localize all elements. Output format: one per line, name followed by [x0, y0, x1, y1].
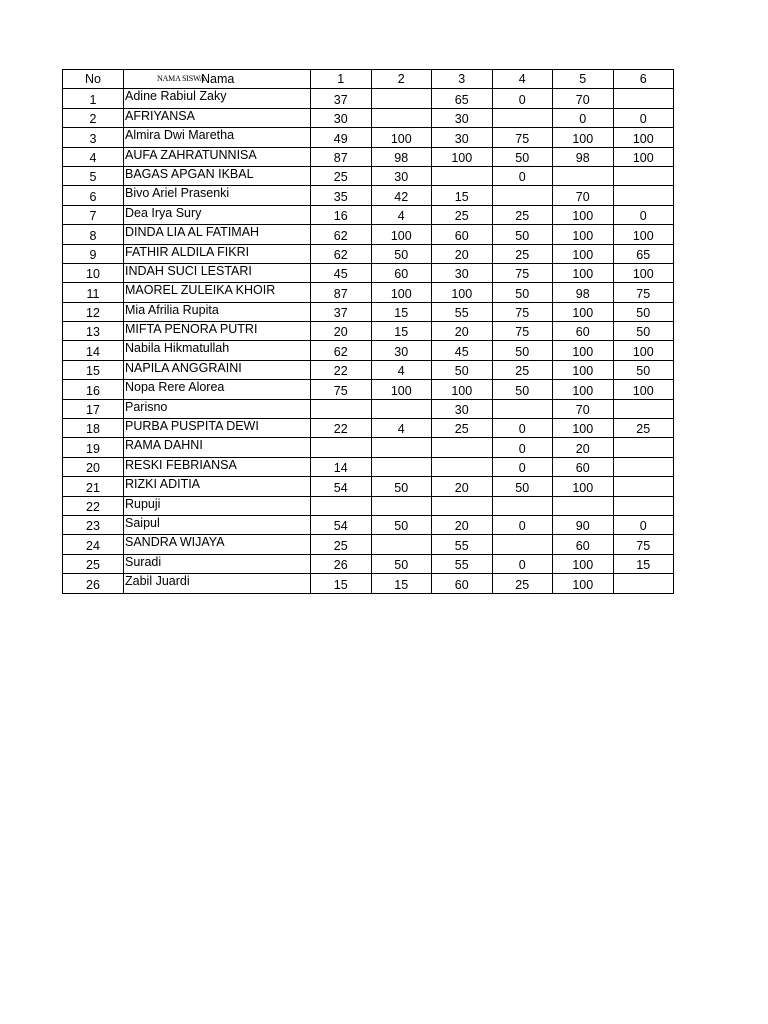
score-cell-5 — [553, 496, 614, 515]
row-number: 19 — [63, 438, 124, 457]
row-number: 2 — [63, 108, 124, 127]
score-cell-5: 60 — [553, 457, 614, 476]
score-cell-6: 65 — [613, 244, 674, 263]
row-number: 10 — [63, 263, 124, 282]
student-name: MIFTA PENORA PUTRI — [124, 322, 311, 341]
score-cell-3: 30 — [432, 128, 493, 147]
score-cell-1: 26 — [311, 554, 372, 573]
score-cell-4: 75 — [492, 302, 553, 321]
row-number: 20 — [63, 457, 124, 476]
score-cell-3: 65 — [432, 89, 493, 108]
score-cell-4: 0 — [492, 457, 553, 476]
score-cell-4: 25 — [492, 360, 553, 379]
score-cell-4: 50 — [492, 477, 553, 496]
score-cell-4: 25 — [492, 205, 553, 224]
score-cell-6 — [613, 166, 674, 185]
row-number: 23 — [63, 515, 124, 534]
score-cell-6: 75 — [613, 535, 674, 554]
score-cell-2: 98 — [371, 147, 432, 166]
score-cell-6: 0 — [613, 205, 674, 224]
student-name: Rupuji — [124, 496, 311, 515]
student-name: Nopa Rere Alorea — [124, 380, 311, 399]
score-cell-1: 37 — [311, 89, 372, 108]
score-cell-1: 22 — [311, 419, 372, 438]
score-cell-4 — [492, 108, 553, 127]
student-name: Zabil Juardi — [124, 574, 311, 593]
score-cell-6 — [613, 399, 674, 418]
row-number: 4 — [63, 147, 124, 166]
student-name: PURBA PUSPITA DEWI — [124, 419, 311, 438]
student-name: Parisno — [124, 399, 311, 418]
row-number: 14 — [63, 341, 124, 360]
score-cell-5: 70 — [553, 186, 614, 205]
table-row — [63, 283, 674, 302]
score-cell-4: 0 — [492, 166, 553, 185]
score-cell-3: 60 — [432, 225, 493, 244]
row-number: 24 — [63, 535, 124, 554]
score-cell-1: 62 — [311, 341, 372, 360]
row-number: 22 — [63, 496, 124, 515]
row-number: 26 — [63, 574, 124, 593]
table-row — [63, 147, 674, 166]
score-cell-6 — [613, 574, 674, 593]
score-cell-2: 50 — [371, 244, 432, 263]
score-cell-2: 30 — [371, 341, 432, 360]
score-cell-2 — [371, 399, 432, 418]
student-name: NAPILA ANGGRAINI — [124, 360, 311, 379]
row-number: 18 — [63, 419, 124, 438]
score-cell-3 — [432, 496, 493, 515]
student-name: RIZKI ADITIA — [124, 477, 311, 496]
row-number: 13 — [63, 322, 124, 341]
score-cell-4 — [492, 535, 553, 554]
score-cell-1: 37 — [311, 302, 372, 321]
table-row — [63, 322, 674, 341]
score-cell-5: 98 — [553, 283, 614, 302]
score-cell-4: 0 — [492, 554, 553, 573]
row-number: 8 — [63, 225, 124, 244]
row-number: 11 — [63, 283, 124, 302]
score-cell-1: 45 — [311, 263, 372, 282]
score-cell-2: 4 — [371, 419, 432, 438]
score-cell-5: 100 — [553, 302, 614, 321]
student-name: BAGAS APGAN IKBAL — [124, 166, 311, 185]
row-number: 6 — [63, 186, 124, 205]
score-cell-5: 100 — [553, 225, 614, 244]
score-cell-6: 100 — [613, 380, 674, 399]
score-cell-5: 60 — [553, 535, 614, 554]
score-cell-1 — [311, 438, 372, 457]
score-cell-3 — [432, 457, 493, 476]
table-row — [63, 399, 674, 418]
score-cell-1: 49 — [311, 128, 372, 147]
score-cell-4: 50 — [492, 147, 553, 166]
table-row — [63, 419, 674, 438]
score-cell-1 — [311, 496, 372, 515]
score-cell-2 — [371, 438, 432, 457]
header-row — [63, 70, 674, 89]
row-number: 15 — [63, 360, 124, 379]
score-cell-5: 70 — [553, 89, 614, 108]
score-cell-4 — [492, 496, 553, 515]
student-name: AFRIYANSA — [124, 108, 311, 127]
table-row — [63, 108, 674, 127]
score-cell-1: 87 — [311, 147, 372, 166]
score-cell-6 — [613, 477, 674, 496]
score-cell-1: 30 — [311, 108, 372, 127]
score-cell-6: 100 — [613, 341, 674, 360]
score-cell-2: 15 — [371, 302, 432, 321]
student-name: Nabila Hikmatullah — [124, 341, 311, 360]
score-cell-6: 15 — [613, 554, 674, 573]
score-cell-1: 35 — [311, 186, 372, 205]
row-number: 25 — [63, 554, 124, 573]
score-cell-6: 100 — [613, 263, 674, 282]
student-name: Bivo Ariel Prasenki — [124, 186, 311, 205]
row-number: 3 — [63, 128, 124, 147]
table-row — [63, 244, 674, 263]
table-row — [63, 128, 674, 147]
score-cell-6 — [613, 457, 674, 476]
score-cell-1 — [311, 399, 372, 418]
score-cell-3: 20 — [432, 515, 493, 534]
score-cell-4: 0 — [492, 89, 553, 108]
score-cell-1: 75 — [311, 380, 372, 399]
score-cell-4: 50 — [492, 341, 553, 360]
score-cell-5: 90 — [553, 515, 614, 534]
score-cell-3: 45 — [432, 341, 493, 360]
table-row — [63, 186, 674, 205]
score-cell-1: 20 — [311, 322, 372, 341]
score-cell-3: 25 — [432, 205, 493, 224]
student-name: MAOREL ZULEIKA KHOIR — [124, 283, 311, 302]
score-cell-4: 75 — [492, 263, 553, 282]
score-cell-3: 20 — [432, 477, 493, 496]
score-cell-1: 62 — [311, 225, 372, 244]
score-cell-2: 42 — [371, 186, 432, 205]
table-row — [63, 554, 674, 573]
score-cell-3: 50 — [432, 360, 493, 379]
student-name: AUFA ZAHRATUNNISA — [124, 147, 311, 166]
table-body — [63, 89, 674, 593]
header-col-3: 3 — [432, 70, 493, 89]
score-cell-5: 100 — [553, 341, 614, 360]
score-cell-5: 100 — [553, 205, 614, 224]
score-cell-2 — [371, 89, 432, 108]
score-cell-6: 50 — [613, 360, 674, 379]
row-number: 9 — [63, 244, 124, 263]
score-cell-5 — [553, 166, 614, 185]
table-row — [63, 535, 674, 554]
table-row — [63, 166, 674, 185]
student-name: RAMA DAHNI — [124, 438, 311, 457]
score-cell-6: 100 — [613, 128, 674, 147]
table-row — [63, 89, 674, 108]
score-cell-4: 0 — [492, 419, 553, 438]
score-cell-4 — [492, 399, 553, 418]
score-cell-5: 100 — [553, 419, 614, 438]
score-cell-1: 62 — [311, 244, 372, 263]
score-cell-2: 15 — [371, 322, 432, 341]
score-cell-2: 100 — [371, 380, 432, 399]
table-row — [63, 438, 674, 457]
score-cell-5: 100 — [553, 380, 614, 399]
student-name: Dea Irya Sury — [124, 205, 311, 224]
score-cell-2 — [371, 496, 432, 515]
table-row — [63, 515, 674, 534]
score-cell-1: 15 — [311, 574, 372, 593]
score-cell-2: 100 — [371, 128, 432, 147]
student-name: Adine Rabiul Zaky — [124, 89, 311, 108]
student-name: Almira Dwi Maretha — [124, 128, 311, 147]
row-number: 17 — [63, 399, 124, 418]
header-col-5: 5 — [553, 70, 614, 89]
table-row — [63, 380, 674, 399]
row-number: 21 — [63, 477, 124, 496]
student-name: DINDA LIA AL FATIMAH — [124, 225, 311, 244]
student-name: Mia Afrilia Rupita — [124, 302, 311, 321]
score-cell-3 — [432, 166, 493, 185]
score-cell-4: 0 — [492, 438, 553, 457]
score-cell-2: 50 — [371, 477, 432, 496]
score-cell-5: 70 — [553, 399, 614, 418]
student-score-table — [62, 69, 674, 594]
score-cell-5: 100 — [553, 477, 614, 496]
score-cell-2: 4 — [371, 360, 432, 379]
row-number: 7 — [63, 205, 124, 224]
row-number: 5 — [63, 166, 124, 185]
table-row — [63, 205, 674, 224]
score-cell-6: 100 — [613, 147, 674, 166]
score-cell-3: 55 — [432, 554, 493, 573]
score-cell-4: 50 — [492, 283, 553, 302]
student-name: INDAH SUCI LESTARI — [124, 263, 311, 282]
score-cell-5: 100 — [553, 574, 614, 593]
score-cell-5: 98 — [553, 147, 614, 166]
score-cell-2: 100 — [371, 283, 432, 302]
score-cell-3: 30 — [432, 399, 493, 418]
score-cell-4: 75 — [492, 322, 553, 341]
score-cell-5: 60 — [553, 322, 614, 341]
score-cell-4 — [492, 186, 553, 205]
header-nama — [124, 70, 311, 89]
student-name: RESKI FEBRIANSA — [124, 457, 311, 476]
score-cell-4: 50 — [492, 380, 553, 399]
score-cell-3: 20 — [432, 244, 493, 263]
header-col-1: 1 — [311, 70, 372, 89]
score-cell-3: 60 — [432, 574, 493, 593]
score-cell-3: 100 — [432, 147, 493, 166]
student-name: SANDRA WIJAYA — [124, 535, 311, 554]
header-nama-label: Nama — [201, 72, 235, 86]
row-number: 16 — [63, 380, 124, 399]
score-cell-1: 25 — [311, 535, 372, 554]
table-row — [63, 360, 674, 379]
score-cell-6: 75 — [613, 283, 674, 302]
student-name: FATHIR ALDILA FIKRI — [124, 244, 311, 263]
score-cell-5: 100 — [553, 263, 614, 282]
table-row — [63, 574, 674, 593]
score-cell-6: 50 — [613, 302, 674, 321]
score-cell-5: 100 — [553, 128, 614, 147]
score-cell-2 — [371, 108, 432, 127]
header-col-4: 4 — [492, 70, 553, 89]
score-cell-1: 16 — [311, 205, 372, 224]
score-cell-6: 0 — [613, 515, 674, 534]
header-col-2: 2 — [371, 70, 432, 89]
header-no: No — [63, 70, 124, 89]
score-cell-5: 20 — [553, 438, 614, 457]
score-cell-3: 25 — [432, 419, 493, 438]
table-row — [63, 477, 674, 496]
score-cell-3 — [432, 438, 493, 457]
score-cell-4: 0 — [492, 515, 553, 534]
score-cell-2: 60 — [371, 263, 432, 282]
score-cell-3: 30 — [432, 108, 493, 127]
score-cell-6 — [613, 496, 674, 515]
score-cell-4: 25 — [492, 244, 553, 263]
score-cell-2 — [371, 457, 432, 476]
header-nama-siswa-label: NAMA SISWA — [157, 74, 206, 83]
score-cell-2: 100 — [371, 225, 432, 244]
score-cell-3: 15 — [432, 186, 493, 205]
table-row — [63, 496, 674, 515]
score-cell-2: 4 — [371, 205, 432, 224]
score-cell-2: 50 — [371, 515, 432, 534]
score-cell-6: 50 — [613, 322, 674, 341]
score-cell-1: 14 — [311, 457, 372, 476]
score-cell-6 — [613, 89, 674, 108]
score-cell-2 — [371, 535, 432, 554]
score-cell-3: 100 — [432, 380, 493, 399]
row-number: 12 — [63, 302, 124, 321]
score-cell-3: 100 — [432, 283, 493, 302]
score-cell-5: 100 — [553, 244, 614, 263]
table-row — [63, 302, 674, 321]
score-cell-1: 87 — [311, 283, 372, 302]
score-cell-3: 20 — [432, 322, 493, 341]
score-cell-3: 55 — [432, 535, 493, 554]
score-cell-6 — [613, 438, 674, 457]
score-cell-4: 75 — [492, 128, 553, 147]
table-row — [63, 263, 674, 282]
score-cell-3: 55 — [432, 302, 493, 321]
score-cell-1: 22 — [311, 360, 372, 379]
score-cell-5: 100 — [553, 554, 614, 573]
score-cell-1: 54 — [311, 477, 372, 496]
score-cell-6: 25 — [613, 419, 674, 438]
row-number: 1 — [63, 89, 124, 108]
score-cell-6: 0 — [613, 108, 674, 127]
student-name: Saipul — [124, 515, 311, 534]
score-cell-1: 54 — [311, 515, 372, 534]
score-cell-2: 30 — [371, 166, 432, 185]
header-col-6: 6 — [613, 70, 674, 89]
table-row — [63, 457, 674, 476]
score-cell-3: 30 — [432, 263, 493, 282]
score-cell-5: 0 — [553, 108, 614, 127]
score-cell-1: 25 — [311, 166, 372, 185]
table-row — [63, 341, 674, 360]
score-cell-6 — [613, 186, 674, 205]
student-name: Suradi — [124, 554, 311, 573]
score-cell-2: 15 — [371, 574, 432, 593]
score-cell-4: 25 — [492, 574, 553, 593]
score-cell-6: 100 — [613, 225, 674, 244]
score-cell-5: 100 — [553, 360, 614, 379]
score-cell-4: 50 — [492, 225, 553, 244]
score-cell-2: 50 — [371, 554, 432, 573]
table-row — [63, 225, 674, 244]
